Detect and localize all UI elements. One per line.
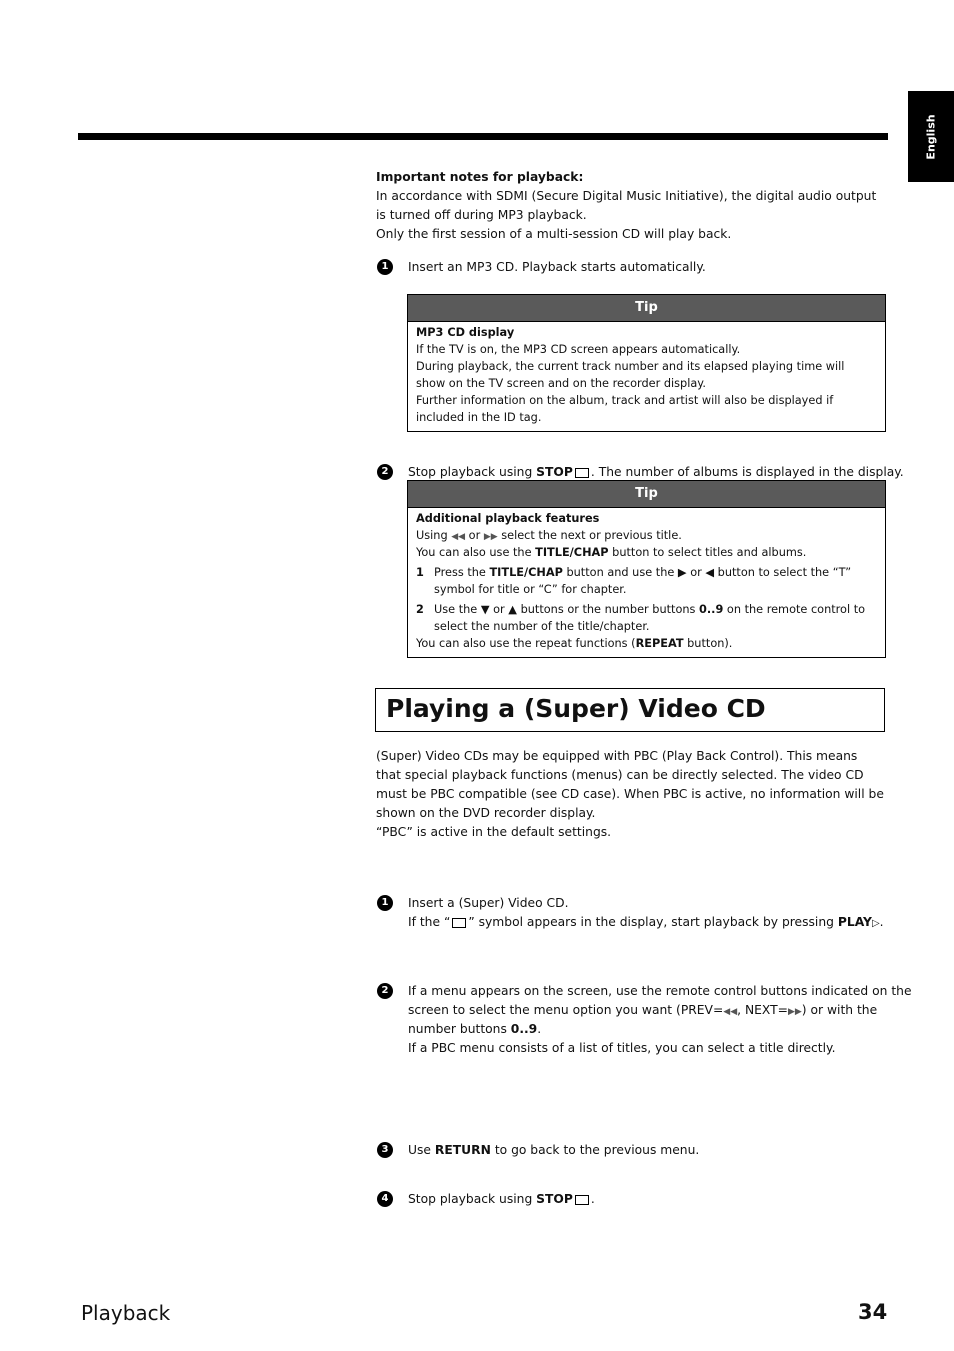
tip-title: MP3 CD display xyxy=(416,326,515,339)
play-button-label: PLAY xyxy=(837,915,872,930)
default-note: “PBC” is active in the default settings. xyxy=(376,825,612,840)
language-tab xyxy=(908,91,954,182)
top-rule xyxy=(78,133,888,140)
mp3-step-2: 2 Stop playback using STOP . The number of albums is displayed in the display. xyxy=(376,463,918,482)
step-number: 2 xyxy=(377,983,393,999)
step-number: 1 xyxy=(377,259,393,275)
stop-button-label: STOP xyxy=(536,1192,573,1207)
next-icon: ▶▶ xyxy=(483,531,498,542)
tip-title: Additional playback features xyxy=(416,512,600,525)
footer-section: Playback xyxy=(81,1301,171,1325)
section-title: Playing a (Super) Video CD xyxy=(386,694,766,723)
right-arrow-icon: ▶ xyxy=(677,565,687,579)
language-label: English xyxy=(924,113,938,160)
mp3-step-1 xyxy=(376,258,918,277)
down-arrow-icon: ▼ xyxy=(480,602,490,616)
step-number: 3 xyxy=(377,1142,393,1158)
step-number: 1 xyxy=(377,895,393,911)
step-text: Insert an MP3 CD. Playback starts automatically. xyxy=(408,260,706,274)
tip-line: Further information on the album, track and artist will also be displayed if included in the ID tag. xyxy=(416,393,834,424)
important-notes xyxy=(376,168,886,244)
play-icon: ▷ xyxy=(871,918,880,930)
notes-line2: Only the first session of a multi-session CD will play back. xyxy=(376,227,732,242)
tip-box-mp3 xyxy=(407,294,886,432)
tip-header: Tip xyxy=(408,295,885,322)
previous-icon: ◀◀ xyxy=(451,531,466,542)
section-intro xyxy=(376,747,886,842)
stop-icon xyxy=(575,468,589,478)
step-number: 2 xyxy=(377,464,393,480)
vcd-step-1: 1 Insert a (Super) Video CD. If the “ ” symbol appears in the display, start playback by pressing PLAY▷. xyxy=(376,894,918,932)
stop-icon xyxy=(575,1195,589,1205)
step-number: 4 xyxy=(377,1191,393,1207)
notes-line1: In accordance with SDMI (Secure Digital Music Initiative), the digital audio output is turned off during MP3 playback. xyxy=(376,189,877,223)
tip-line: During playback, the current track number and its elapsed playing time will show on the TV screen and on the recorder display. xyxy=(416,359,845,390)
intro-paragraph: (Super) Video CDs may be equipped with PBC (Play Back Control). This means that special playback functions (menus) can be directly selected. The video CD must be PBC compatible (see CD case). When PBC is active, no information will be shown on the DVD recorder display. xyxy=(376,749,884,821)
next-icon: ▶▶ xyxy=(787,1007,802,1018)
stop-symbol-icon xyxy=(452,918,466,928)
notes-title: Important notes for playback: xyxy=(376,170,584,184)
section-heading-box xyxy=(375,688,885,732)
stop-button-label: STOP xyxy=(536,465,573,480)
vcd-step-3: 3 Use RETURN to go back to the previous menu. xyxy=(376,1141,918,1160)
tip-box-playback-features: Tip Additional playback features Using ◀◀ or ▶▶ select the next or previous title. You can also use the TITLE/CHAP button to select titles and albums. 1 Press the TITLE/CHAP button and use the ▶ or ◀ button to select the “T” symbol for title or “C” for chapter. 2 Use the ▼ or ▲ buttons or the number buttons 0..9 on the remote control to select the number of the title/chapter. You can also use the repeat functions (REPEAT button). xyxy=(407,480,886,658)
tip-substep-1: 1 Press the TITLE/CHAP button and use the ▶ or ◀ button to select the “T” symbol for title or “C” for chapter. xyxy=(416,565,852,596)
return-button-label: RETURN xyxy=(434,1143,491,1158)
tip-substep-2: 2 Use the ▼ or ▲ buttons or the number buttons 0..9 on the remote control to select the number of the title/chapter. xyxy=(416,602,866,633)
page-number: 34 xyxy=(858,1300,888,1324)
previous-icon: ◀◀ xyxy=(723,1007,738,1018)
tip-header: Tip xyxy=(408,481,885,508)
up-arrow-icon: ▲ xyxy=(508,602,517,616)
vcd-step-2: 2 If a menu appears on the screen, use the remote control buttons indicated on the screen to select the menu option you want (PREV=◀◀, NEXT=▶▶) or with the number buttons 0..9. If a PBC menu consists of a list of titles, you can select a title directly. xyxy=(376,982,918,1058)
tip-line: If the TV is on, the MP3 CD screen appears automatically. xyxy=(416,342,741,356)
left-arrow-icon: ◀ xyxy=(705,565,715,579)
vcd-step-4: 4 Stop playback using STOP . xyxy=(376,1190,918,1209)
